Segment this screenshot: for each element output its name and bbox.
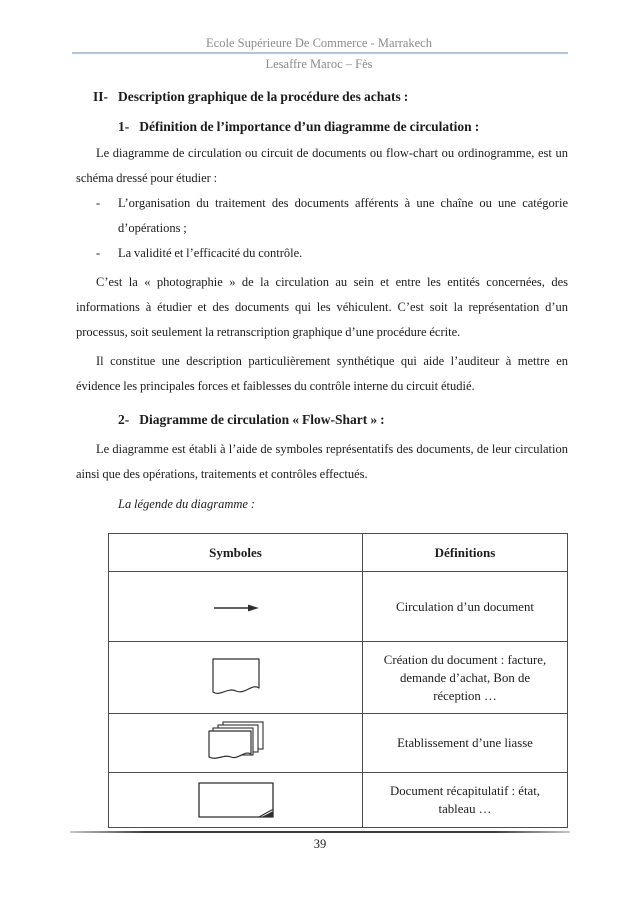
header-company-name: Lesaffre Maroc – Fès (265, 57, 373, 71)
bullet-dash: - (96, 246, 101, 260)
bullet-item-organisation (96, 191, 568, 241)
column-header-symboles: Symboles (109, 534, 363, 572)
flow-arrow-icon (213, 603, 259, 613)
symbol-cell (109, 572, 363, 642)
definition-cell: Circulation d’un document (363, 572, 568, 642)
page-header (0, 0, 638, 71)
header-divider-line (72, 52, 568, 54)
document-icon (211, 657, 261, 699)
subsection-2-title: Diagramme de circulation « Flow-Shart » : (139, 412, 385, 427)
table-row (109, 714, 568, 773)
definition-cell: Etablissement d’une liasse (363, 714, 568, 773)
document-stack-icon (207, 721, 265, 765)
section-number: II- (93, 89, 109, 104)
legend-caption: La légende du diagramme : (118, 497, 255, 511)
legend-table (108, 533, 568, 828)
table-row (109, 642, 568, 714)
page-footer (70, 831, 570, 852)
bullet-item-validite (96, 241, 568, 266)
page-number: 39 (313, 837, 327, 851)
definition-cell: Document récapitulatif : état, tableau … (363, 773, 568, 828)
header-school-name: Ecole Supérieure De Commerce - Marrakech (206, 36, 432, 50)
definition-cell: Création du document : facture, demande d’achat, Bon de réception … (363, 642, 568, 714)
table-header-row (109, 534, 568, 572)
subsection-1-title: Définition de l’importance d’un diagramme de circulation : (139, 119, 480, 134)
table-row (109, 773, 568, 828)
subsection-1-heading (118, 114, 568, 139)
paragraph-photographie: C’est la « photographie » de la circulation au sein et entre les entités concernées, des informations à étudier et des documents qui les véhiculent. C’est soit la représentation d’un processus, soit seulement la retranscription graphique d’une procédure écrite. (76, 275, 568, 339)
bullet-dash: - (96, 196, 101, 210)
symbol-cell (109, 714, 363, 773)
table-row (109, 572, 568, 642)
symbol-cell (109, 773, 363, 828)
bullet-text: L’organisation du traitement des documents afférents à une chaîne ou une catégorie d’opérations ; (118, 196, 568, 235)
paragraph-synthese: Il constitue une description particulièrement synthétique qui aide l’auditeur à mettre en évidence les principales forces et faiblesses du contrôle interne du circuit étudié. (76, 354, 568, 393)
document-body (76, 84, 568, 517)
subsection-1-number: 1- (118, 119, 130, 134)
section-heading (93, 84, 568, 109)
section-title: Description graphique de la procédure des achats : (118, 89, 409, 104)
symbol-cell (109, 642, 363, 714)
footer-divider-line (70, 831, 570, 833)
subsection-2-heading (118, 407, 568, 432)
recap-document-icon (197, 781, 275, 819)
bullet-text: La validité et l’efficacité du contrôle. (118, 246, 303, 260)
column-header-definitions: Définitions (363, 534, 568, 572)
subsection-2-number: 2- (118, 412, 130, 427)
paragraph-flowchart-intro: Le diagramme est établi à l’aide de symboles représentatifs des documents, de leur circulation ainsi que des opérations, traitements et contrôles effectués. (76, 442, 568, 481)
paragraph-definition-intro: Le diagramme de circulation ou circuit de documents ou flow-chart ou ordinogramme, est un schéma dressé pour étudier : (76, 146, 568, 185)
